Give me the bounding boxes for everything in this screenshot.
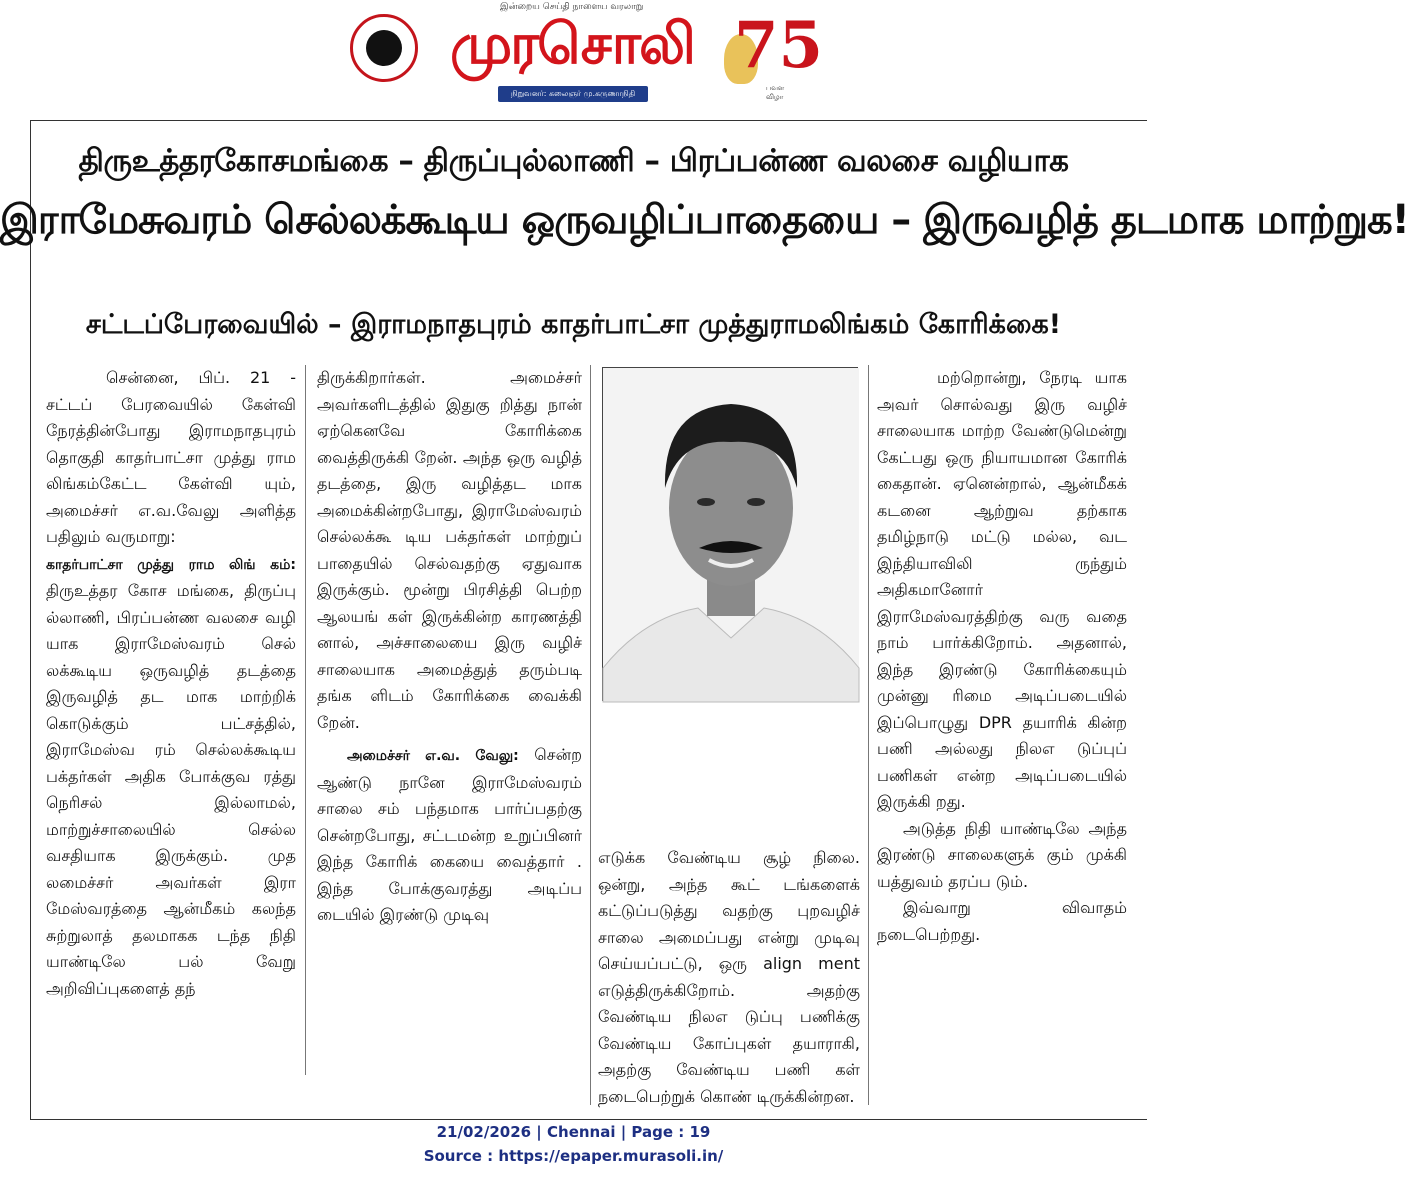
person-portrait-icon — [603, 368, 859, 702]
speaker-label: அமைச்சர் எ.வ. வேலு: — [347, 748, 519, 764]
article-column-3 — [598, 845, 860, 1110]
article-kicker: திருஉத்தரகோசமங்கை – திருப்புல்லாணி – பிரப்பன்ண வலசை வழியாக — [78, 143, 1069, 179]
anniversary-number: 75 — [734, 8, 824, 83]
anniversary-badge — [722, 6, 824, 102]
article-column-4 — [877, 365, 1127, 1100]
article-column-1 — [46, 365, 296, 1075]
newspaper-logo: முரசொலி — [450, 12, 694, 77]
article-column-2 — [317, 365, 582, 1075]
anniversary-label: பவள விழா — [766, 84, 785, 101]
party-emblem-icon — [350, 14, 418, 82]
answer-paragraph — [317, 742, 582, 929]
intro-paragraph: சென்னை, பிப். 21 - சட்டப் பேரவையில் கேள்வி நேரத்தின்போது இராமநாதபுரம் தொகுதி காதர்பாட்சா முத்து ராம லிங்கம்கேட்ட கேள்வி யும், அமைச்சர் எ.வ.வேலு அளித்த பதிலும் வருமாறு: — [46, 368, 296, 546]
source-link[interactable]: Source : https://epaper.murasoli.in/ — [423, 1147, 724, 1165]
masthead-founder-line: நிறுவனர்: கலைஞர் மு.கருணாநிதி — [498, 86, 648, 102]
mla-portrait-photo — [602, 367, 858, 701]
edition-info: 21/02/2026 | Chennai | Page : 19 — [436, 1123, 711, 1141]
speaker-label: காதர்பாட்சா முத்து ராம லிங் கம்: — [46, 556, 296, 573]
answer-paragraph-3: அடுத்த நிதி யாண்டிலே அந்த இரண்டு சாலைகளுக் கும் முக்கி யத்துவம் தரப்ப டும். — [877, 818, 1127, 891]
column-divider — [590, 365, 591, 1105]
answer-text: சென்ற ஆண்டு நானே இராமேஸ்வரம் சாலை சம் பந்தமாக பார்ப்பதற்கு சென்றபோது, சட்டமன்ற உறுப்பினர் இந்த கோரிக் கையை வைத்தார் . இந்த போக்குவரத்து அடிப்ப டையில் இரண்டு முடிவு — [317, 745, 582, 924]
question-paragraph — [46, 551, 296, 1003]
masthead-tagline: இன்றைய செய்தி நாளைய வரலாறு — [500, 2, 644, 12]
answer-continued: எடுக்க வேண்டிய சூழ் நிலை. ஒன்று, அந்த கூட் டங்களைக் கட்டுப்படுத்து வதற்கு புறவழிச் சாலை அமைப்பது என்று முடிவு செய்யப்பட்டு, ஒரு align ment எடுத்திருக்கிறோம். அதற்கு வேண்டிய நிலஎ டுப்பு பணிக்கு வேண்டிய கோப்புகள் தயாராகி, அதற்கு வேண்டிய பணி கள் நடைபெற்றுக் கொண் டிருக்கின்றன. — [598, 848, 860, 1106]
masthead — [350, 0, 824, 108]
column-divider — [868, 365, 869, 1105]
article-headline: இராமேசுவரம் செல்லக்கூடிய ஒருவழிப்பாதையை – இருவழித் தடமாக மாற்றுக! — [0, 197, 1409, 243]
closing-paragraph: இவ்வாறு விவாதம் நடைபெற்றது. — [877, 898, 1127, 944]
article-subhead: சட்டப்பேரவையில் – இராமநாதபுரம் காதர்பாட்சா முத்துராமலிங்கம் கோரிக்கை! — [85, 309, 1062, 340]
question-text: திருஉத்தர கோச மங்கை, திருப்பு ல்லாணி, பிரப்பன்ண வலசை வழி யாக இராமேஸ்வரம் செல் லக்கூடிய ஒருவழித் தடத்தை இருவழித் தட மாக மாற்றிக் கொடுக்கும் பட்சத்தில், இராமேஸ்வ ரம் செல்லக்கூடிய பக்தர்கள் அதிக போக்குவ ரத்து நெரிசல் இல்லாமல், மாற்றுச்சாலையில் செல்ல வசதியாக இருக்கும். முத லமைச்சர் அவர்கள் இரா மேஸ்வரத்தை ஆன்மீகம் கலந்த சுற்றுலாத் தலமாகக டந்த நிதி யாண்டிலே பல் வேறு அறிவிப்புகளைத் தந் — [46, 581, 296, 998]
column-divider — [305, 365, 306, 1075]
question-continued: திருக்கிறார்கள். அமைச்சர் அவர்களிடத்தில் இதுகு றித்து நான் ஏற்கெனவே கோரிக்கை வைத்திருக்கி றேன். அந்த ஒரு வழித் தடத்தை, இரு வழித்தட மாக அமைக்கின்றபோது, இராமேஸ்வரம் செல்லக்கூ டிய பக்தர்கள் மாற்றுப் பாதையில் செல்வதற்கு ஏதுவாக இருக்கும். மூன்று பிரசித்தி பெற்ற ஆலயங் கள் இருக்கின்ற காரணத்தி னால், அச்சாலையை இரு வழிச் சாலையாக அமைத்துத் தரும்படி தங்க ளிடம் கோரிக்கை வைக்கி றேன். — [317, 368, 582, 732]
answer-paragraph-2: மற்றொன்று, நேரடி யாக அவர் சொல்வது இரு வழிச் சாலையாக மாற்ற வேண்டுமென்று கேட்பது ஒரு நியாயமான கோரிக் கைதான். ஏனென்றால், ஆன்மீகக் கடனை ஆற்றுவ தற்காக தமிழ்நாடு மட்டு மல்ல, வட இந்தியாவிலி ருந்தும் அதிகமானோர் இராமேஸ்வரத்திற்கு வரு வதை நாம் பார்க்கிறோம். அதனால், இந்த இரண்டு கோரிக்கையும் முன்னு ரிமை அடிப்படையில் இப்பொழுது DPR தயாரிக் கின்ற பணி அல்லது நிலஎ டுப்புப் பணிகள் என்ற அடிப்படையில் இருக்கி றது. — [877, 368, 1127, 811]
page-footer — [0, 1120, 1147, 1168]
